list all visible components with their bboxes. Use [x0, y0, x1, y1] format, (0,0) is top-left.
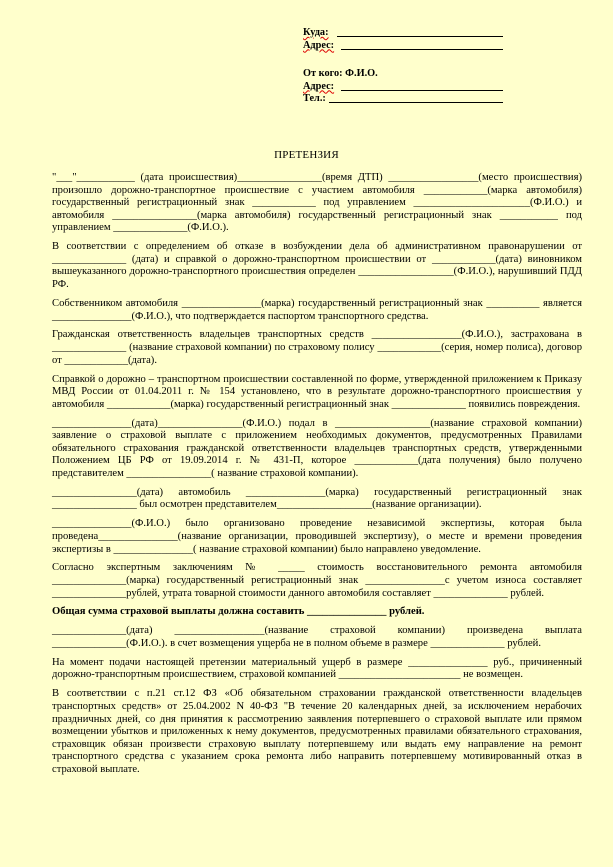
address-row	[303, 40, 503, 53]
address2-label: Адрес:	[303, 80, 335, 92]
address2-line	[341, 90, 503, 91]
paragraph-total: Общая сумма страховой выплаты должна составить _______________ рублей.	[52, 606, 425, 618]
paragraph-accident: "___"___________ (дата происшествия)________________(время ДТП) _________________(место происшествия) произошло дорожно-транспортное происшествие с участием автомобиля ____________(марка автомобиля) государственный регистрационный знак ____________ под управлением ______________________(Ф.И.О.) и автомобиля ________________(марка автомобиля) государственный регистрационный знак ___________ под управлением ______________(Ф.И.О.).	[52, 172, 582, 234]
paragraph-owner: Собственником автомобиля _______________(марка) государственный регистрационный знак __________ является _______________(Ф.И.О.), что подтверждается паспортом транспортного средства.	[52, 297, 582, 322]
address2-row	[303, 81, 503, 94]
document-body	[52, 172, 582, 783]
address-label: Адрес:	[303, 39, 335, 51]
paragraph-claim: _______________(дата)________________(Ф.И.О.) подал в __________________(название страховой компании) заявление о страховой выплате с приложением необходимых документов, предусмотренных Правилами обязательного страхования гражданской ответственности владельцев транспортных средств, утвержденными Положением ЦБ РФ от 19.09.2014 г. № 431-П, которое ____________(дата получения) было получено представителем ________________( название страховой компании).	[52, 417, 582, 479]
phone-row	[303, 93, 503, 106]
paragraph-expertise: _______________(Ф.И.О.) было организовано проведение независимой экспертизы, которая была проведена_______________(название организации, проводившей экспертизу), о месте и времени проведения экспертизы в _______________( название страховой компании) было направлено уведомление.	[52, 518, 582, 555]
address-line	[341, 49, 503, 50]
paragraph-refusal: В соответствии с определением об отказе в возбуждении дела об административном правонарушении от ______________ (дата) и справкой о дорожно-транспортном происшествии от ____________(дата) виновником вышеуказанного дорожно-транспортного происшествия определен __________________(Ф.И.О.), нарушивший ПДД РФ.	[52, 241, 582, 291]
from-row	[303, 68, 503, 81]
from-label: От кого: Ф.И.О.	[303, 68, 378, 79]
paragraph-damage: Справкой о дорожно – транспортном происшествии составленной по форме, утвержденной приложением к Приказу МВД России от 01.04.2011 г. № 154 установлено, что в результате дорожно-транспортного происшествия у автомобиля ____________(марка) государственный регистрационный знак ______________ появились повреждения.	[52, 373, 582, 410]
paragraph-unpaid: На момент подачи настоящей претензии материальный ущерб в размере _______________ руб., причиненный дорожно-транспортным происшествием, страховой компанией _______________________ не возмещен.	[52, 656, 582, 681]
paragraph-insurance: Гражданская ответственность владельцев транспортных средств _________________(Ф.И.О.), застрахована в ______________ (название страховой компании) по страховому полису ____________(серия, номер полиса), договор от ____________(дата).	[52, 329, 582, 366]
sender-block	[303, 68, 503, 106]
phone-label: Тел.:	[303, 93, 326, 105]
to-line	[337, 36, 503, 37]
paragraph-payment: ______________(дата) _________________(название страховой компании) произведена выплата ______________(Ф.И.О.). в счет возмещения ущерба не в полном объеме в размере ______________ рублей.	[52, 625, 582, 649]
document-title: ПРЕТЕНЗИЯ	[274, 149, 339, 161]
paragraph-law: В соответствии с п.21 ст.12 ФЗ «Об обязательном страховании гражданской ответственности владельцев транспортных средств» от 25.04.2002 N 40-ФЗ "В течение 20 календарных дней, за исключением нерабочих праздничных дней, со дня принятия к рассмотрению заявления потерпевшего о страховой выплате или прямом возмещении убытков и приложенных к нему документов, предусмотренных правилами обязательного страхования, страховщик обязан произвести страховую выплату потерпевшему или выдать ему направление на ремонт транспортного средства с указанием срока ремонта либо направить потерпевшему мотивированный отказ в страховой выплате.	[52, 688, 582, 775]
to-row	[303, 27, 503, 40]
paragraph-repair-cost: Согласно экспертным заключениям № _____ стоимость восстановительного ремонта автомобиля ______________(марка) государственный регистрационный знак _______________с учетом износа составляет ______________рублей, утрата товарной стоимости данного автомобиля составляет ______________ рублей.	[52, 562, 582, 599]
to-label: Куда:	[303, 27, 329, 38]
paragraph-inspection: ________________(дата) автомобиль _______________(марка) государственный регистрационный знак ________________ был осмотрен представителем__________________(название организации).	[52, 486, 582, 511]
phone-line	[329, 102, 503, 103]
recipient-block	[303, 27, 503, 52]
